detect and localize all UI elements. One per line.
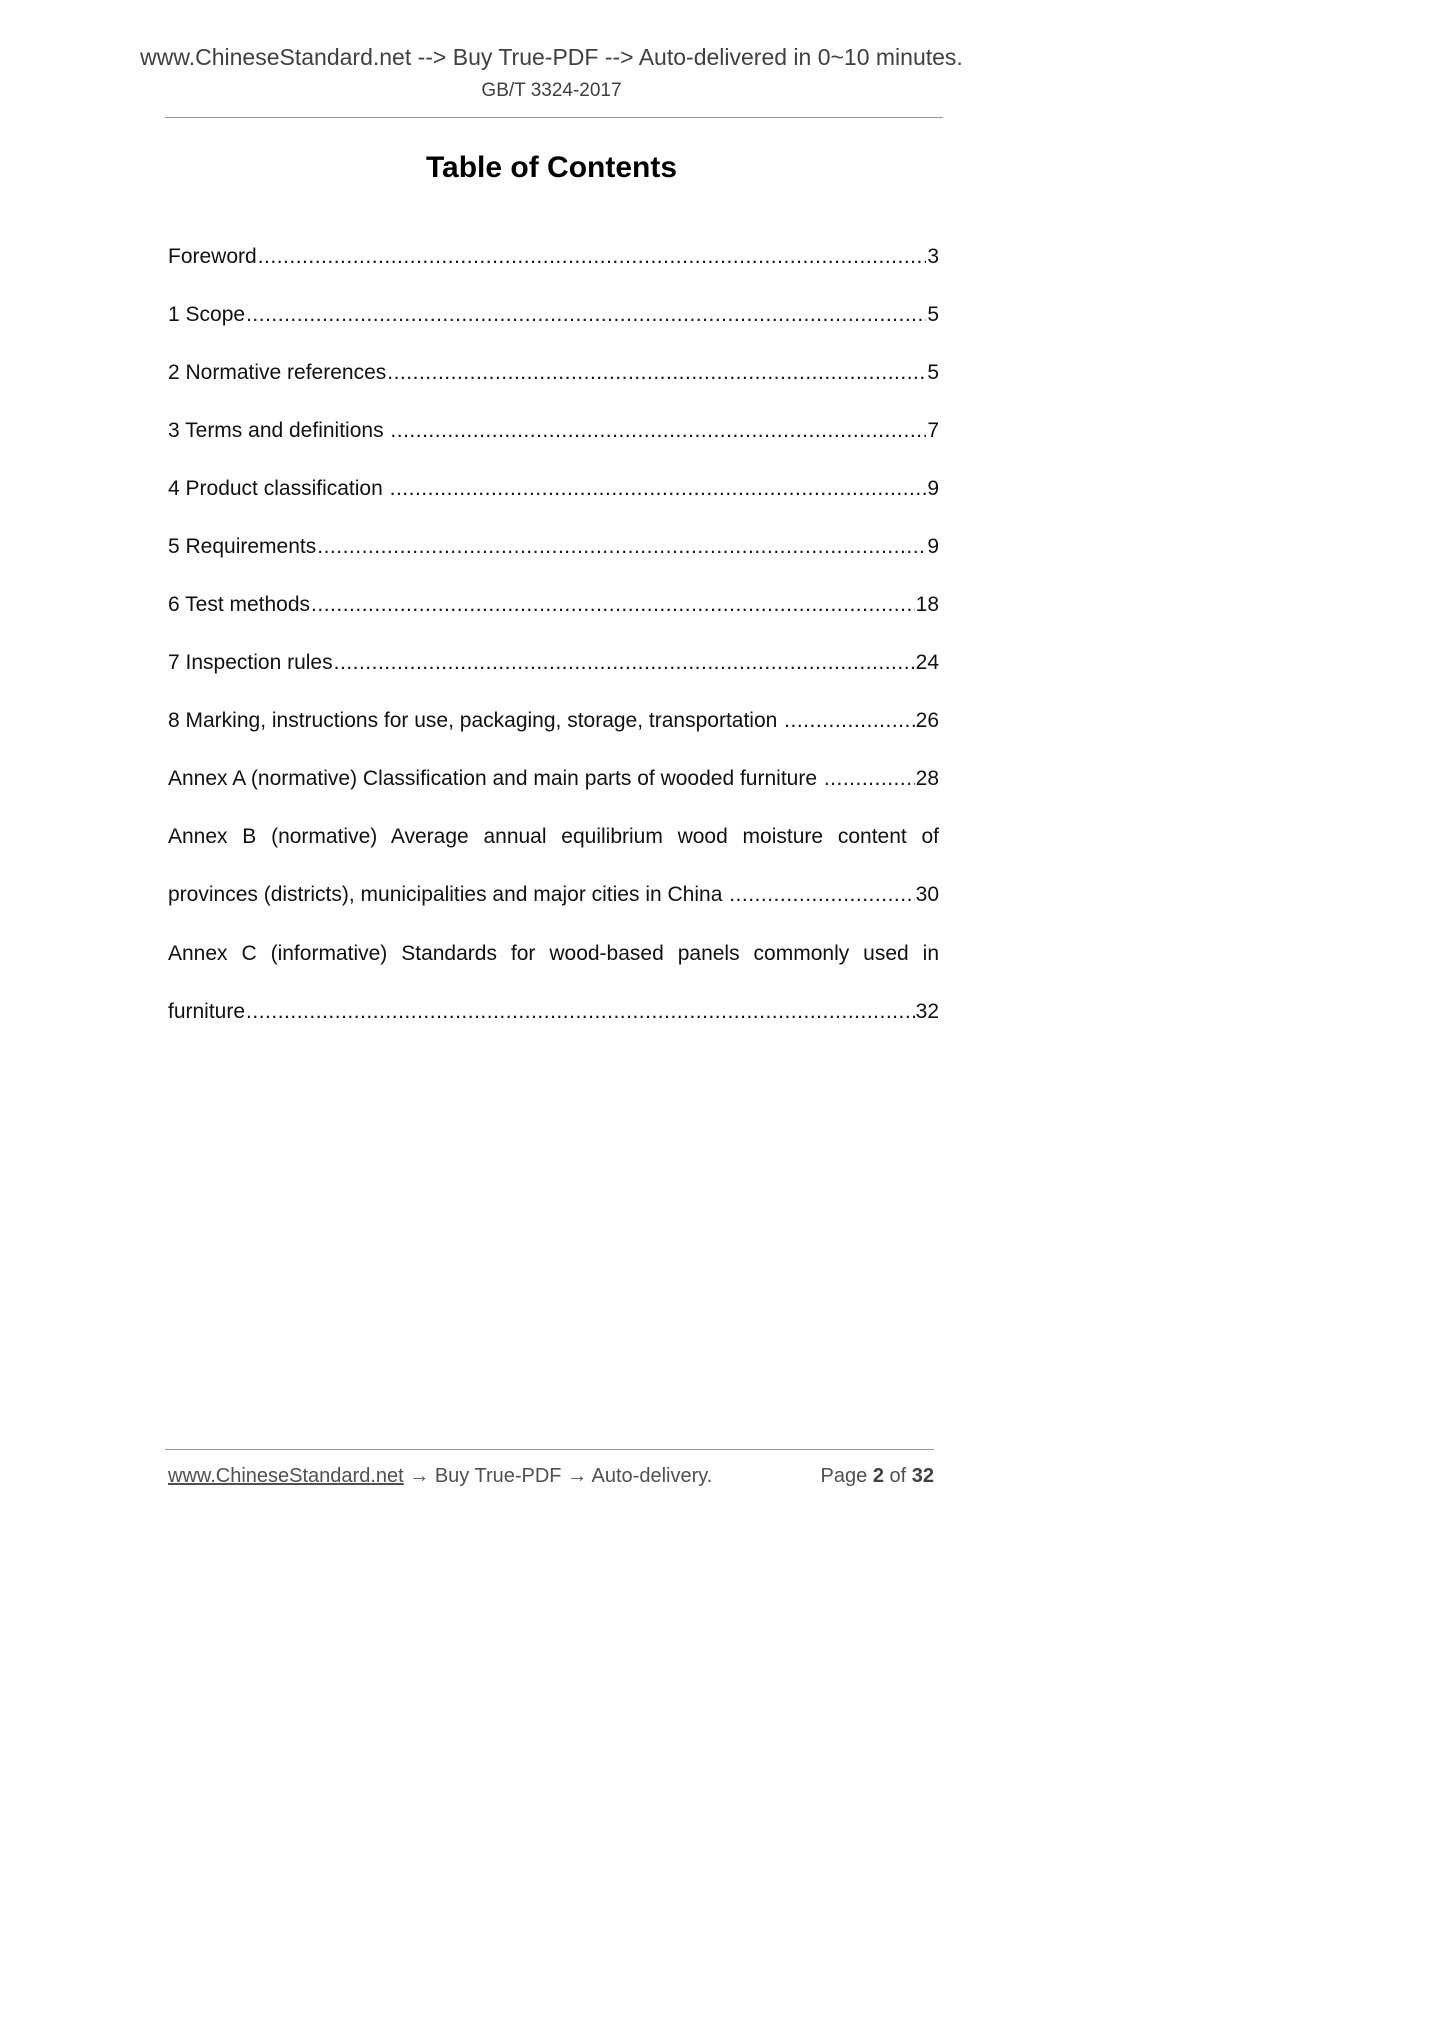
toc-entry-label: 3 Terms and definitions — [168, 419, 390, 442]
toc-entry-product-classification[interactable] — [168, 474, 939, 504]
toc-entry-page: 9 — [927, 535, 939, 558]
toc-entry-page: 26 — [915, 709, 939, 732]
toc-entry-label: 5 Requirements — [168, 535, 317, 558]
page-title: Table of Contents — [425, 151, 678, 184]
toc-entry-page: 5 — [927, 361, 939, 384]
toc-entry-requirements[interactable] — [168, 532, 939, 562]
total-page-count: 32 — [911, 1465, 934, 1487]
dot-leader — [246, 300, 926, 330]
page-counter — [821, 1465, 934, 1488]
toc-entry-annex-c[interactable] — [168, 997, 939, 1027]
dot-leader — [784, 706, 914, 736]
toc-entry-annex-b-line1[interactable]: Annex B (normative) Average annual equilibrium wood moisture content of — [168, 825, 939, 848]
toc-entry-page: 18 — [915, 593, 939, 616]
toc-entry-annex-c-line1[interactable]: Annex C (informative) Standards for wood-based panels commonly used in — [168, 942, 939, 965]
toc-entry-label: 4 Product classification — [168, 477, 389, 500]
header-banner: www.ChineseStandard.net --> Buy True-PDF --> Auto-delivered in 0~10 minutes. — [140, 44, 963, 70]
toc-entry-page: 5 — [927, 303, 939, 326]
dot-leader — [729, 880, 914, 910]
toc-entry-label: 7 Inspection rules — [168, 651, 333, 674]
dot-leader — [334, 648, 915, 678]
footer-site-link[interactable]: www.ChineseStandard.net — [168, 1465, 404, 1487]
footer-tagline: → Buy True-PDF → Auto-delivery. — [403, 1465, 713, 1487]
dot-leader — [824, 764, 915, 794]
dot-leader — [246, 997, 915, 1027]
page-word: Page — [820, 1465, 868, 1487]
toc-entry-label: 2 Normative references — [168, 361, 387, 384]
current-page-number: 2 — [872, 1465, 884, 1487]
toc-entry-label: provinces (districts), municipalities and major cities in China — [168, 883, 729, 906]
toc-entry-terms-and-definitions[interactable] — [168, 416, 939, 446]
toc-entry-label: 8 Marking, instructions for use, packaging, storage, transportation — [168, 709, 784, 732]
dot-leader — [258, 242, 927, 272]
document-code: GB/T 3324-2017 — [481, 80, 622, 101]
dot-leader — [317, 532, 926, 562]
toc-entry-test-methods[interactable] — [168, 590, 939, 620]
toc-entry-scope[interactable] — [168, 300, 939, 330]
dot-leader — [387, 358, 926, 388]
footer-tagline-group — [168, 1465, 712, 1488]
toc-entry-annex-b[interactable] — [168, 880, 939, 910]
toc-entry-label: 6 Test methods — [168, 593, 311, 616]
dot-leader — [390, 416, 926, 446]
toc-entry-page: 3 — [927, 245, 939, 268]
toc-entry-page: 7 — [927, 419, 939, 442]
toc-entry-foreword[interactable] — [168, 242, 939, 272]
page-footer — [168, 1465, 934, 1493]
of-word: of — [889, 1465, 907, 1487]
toc-entry-label: furniture — [168, 1000, 246, 1023]
toc-entry-label: Foreword — [168, 245, 257, 268]
toc-entry-page: 32 — [915, 1000, 939, 1023]
toc-entry-page: 24 — [915, 651, 939, 674]
toc-entry-label: 1 Scope — [168, 303, 246, 326]
toc-entry-marking[interactable] — [168, 706, 939, 736]
dot-leader — [390, 474, 927, 504]
toc-entry-label: Annex A (normative) Classification and main parts of wooded furniture — [168, 767, 823, 790]
toc-entry-page: 30 — [915, 883, 939, 906]
toc-entry-normative-references[interactable] — [168, 358, 939, 388]
toc-entry-inspection-rules[interactable] — [168, 648, 939, 678]
toc-entry-annex-a[interactable] — [168, 764, 939, 794]
header-divider — [165, 117, 943, 118]
toc-entry-page: 9 — [927, 477, 939, 500]
footer-divider — [165, 1449, 934, 1450]
dot-leader — [311, 590, 915, 620]
toc-entry-page: 28 — [915, 767, 939, 790]
